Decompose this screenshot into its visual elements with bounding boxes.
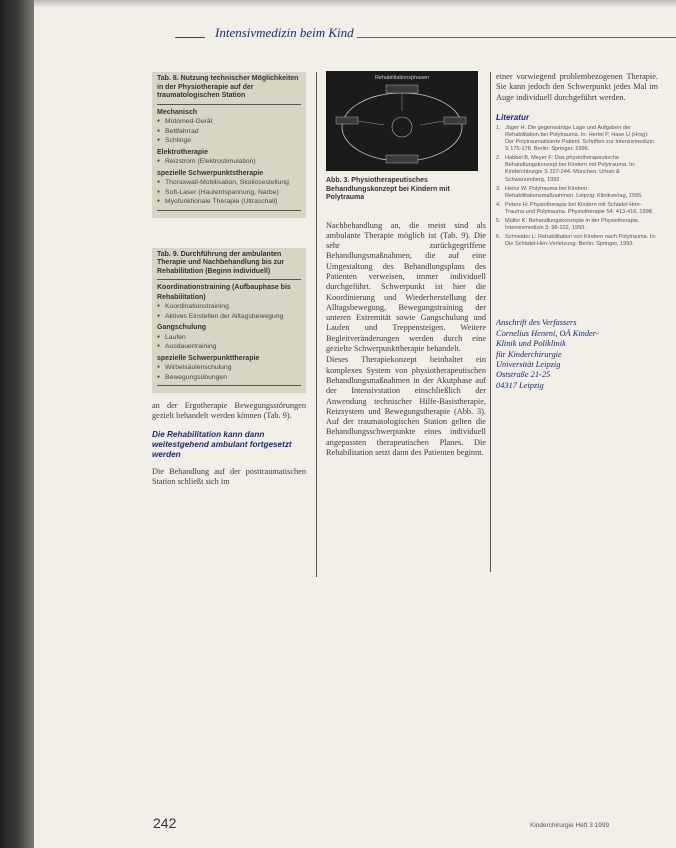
journal-footer: Kinderchirurgie Heft 3 1999	[530, 822, 610, 829]
body-text: einer vorwiegend problembezogenen Therapie. Sie kann jedoch den Schwerpunkt jedes Mal im Auge individuell durchgeführt werden.	[496, 72, 658, 102]
reference-list	[496, 125, 658, 249]
figure-caption: Abb. 3. Physiotherapeutisches Behandlungskonzept bei Kindern mit Polytrauma	[326, 177, 450, 201]
address-line: Cornelius Heneni, OÄ Kinder-	[496, 328, 599, 338]
table-section-title: spezielle Schwerpunkttherapie	[157, 354, 260, 362]
table-rule	[157, 279, 301, 280]
table-item: ● Laufen	[157, 333, 301, 343]
body-text: Die Behandlung auf der posttraumatischen Station schließt sich im	[152, 466, 306, 486]
reference-item: 6. Schneider L: Rehabilitation von Kindern nach Polytrauma. In: Die Schädel-Hirn-Verletzung. Berlin: Springer, 1993.	[496, 234, 657, 248]
column-1	[152, 72, 306, 487]
body-text: an der Ergotherapie Bewegungsstörungen gezielt behandelt werden können (Tab. 9).	[152, 401, 306, 421]
figure-box	[336, 117, 358, 124]
address-line: Oststraße 21-25	[496, 370, 551, 380]
reference-item: 5. Müller K: Behandlungskonzepte in der Physiotherapie. Intensivmedizin 3: 98-102, 1993.	[496, 218, 640, 232]
header-rule-right	[357, 37, 676, 38]
address-line: 04317 Leipzig	[496, 380, 544, 390]
table-item: ● Bettfahrrad	[157, 127, 301, 137]
reference-item: 3. Heinz W: Polytrauma bei Kindern. Rehabilitationsmaßnahmen. Leipzig: Klinikverlag, 1995.	[496, 185, 643, 199]
table-item: ● Ausdauertraining	[157, 342, 301, 352]
column-divider	[490, 72, 491, 572]
table-item: ● Motomed-Gerät	[157, 117, 301, 127]
table-rule	[157, 210, 301, 211]
body-text: Nachbehandlung an, die meist sind als ambulante Therapie möglich ist (Tab. 9). Die sehr zurückgegriffene Behandlungsmaßnahmen, die auf eine Umgestaltung des Behandlungsplans des Patienten verweisen, immer individuell durchgeführt. Schwerpunkt ist hier die Koordinierung und Wiederherstellung der Alltagsbewegung, Bewegungstraining der unteren Extremität sowie Gangschulung und Laufen und Treppensteigen. Weitere Begleitveränderungen werden durch eine gezielte Schwerpunkttherapie behandelt.	[326, 220, 486, 354]
column-3	[496, 72, 658, 391]
figure-box	[386, 155, 418, 163]
table-section-title: spezielle Schwerpunktstherapie	[157, 169, 264, 177]
table-item: ● Bewegungsübungen	[157, 373, 301, 383]
table-8-caption: Tab. 8. Nutzung technischer Möglichkeiten in der Physiotherapie auf der traumatologischen Station	[157, 75, 299, 99]
table-section-title: Gangschulung	[157, 324, 206, 331]
table-8	[152, 72, 306, 218]
figure-diagram	[326, 71, 478, 171]
table-item: ● Schlinge	[157, 136, 301, 146]
address-line: Universität Leipzig	[496, 360, 561, 370]
table-item: ● Soft-Laser (Hautentspannung, Narbe)	[157, 188, 301, 198]
figure-box	[444, 117, 466, 124]
scan-top-edge	[0, 0, 676, 8]
author-address	[496, 318, 658, 391]
table-item: ● Reizstrom (Elektrostimulation)	[157, 157, 301, 167]
table-section-title: Koordinationstraining (Aufbauphase bis Rehabilitation)	[157, 284, 291, 301]
table-item: ● Aktives Einstellen der Alltagsbewegung	[157, 312, 301, 322]
scan-left-edge	[0, 0, 34, 848]
column-divider	[316, 72, 317, 577]
section-subheading: Die Rehabilitation kann dann weitestgehend ambulant fortgesetzt werden	[152, 429, 292, 459]
reference-item: 2. Habbel B, Meyer F: Das physiotherapeutische Behandlungskonzept bei Kindern mit Polytrauma. In: Kinderchirurgie S 227-244. München: Urban & Schwarzenberg, 1992.	[496, 155, 636, 183]
table-9-caption: Tab. 9. Durchführung der ambulanten Therapie und Nachbehandlung bis zur Rehabilitation (Beginn individuell)	[157, 250, 285, 275]
page-number: 242	[153, 815, 177, 831]
table-item: ● Myofunktionale Therapie (Ultraschall)	[157, 197, 301, 207]
address-line: Anschrift des Verfassers	[496, 318, 577, 328]
table-9	[152, 248, 306, 394]
column-2	[326, 72, 486, 458]
figure-center	[392, 117, 412, 137]
figure-3	[326, 71, 478, 171]
figure-box	[386, 85, 418, 93]
reference-item: 1. Jäger H: Die gegenwärtige Lage und Aufgaben der Rehabilitation bei Polytrauma. In: Hertel P, Hase U (Hrsg): Der Polytraumatisierte Patient. Schriften zur Intensivmedizin. S 175-178. Berlin: Springer, 1996.	[496, 124, 656, 153]
table-rule	[157, 385, 301, 386]
literature-heading: Literatur	[496, 112, 530, 122]
table-item: ● Koordinationstraining	[157, 302, 301, 312]
table-item: ● Wirbelsäulenschulung	[157, 363, 301, 373]
table-item: ● Thoraxwall-Mobilisation, Skoliosestellung	[157, 178, 301, 188]
address-line: für Kinderchirurgie	[496, 349, 562, 359]
table-section-title: Mechanisch	[157, 108, 198, 116]
figure-title: Rehabilitationsphasen	[374, 75, 430, 81]
reference-item: 4. Peters H: Physiotherapie bei Kindern mit Schädel-Hirn-Trauma und Polytrauma. Physiotherapie 54: 413-416, 1998.	[496, 201, 654, 215]
table-rule	[157, 104, 301, 105]
running-header	[175, 25, 354, 41]
figure-connector	[420, 121, 444, 125]
body-text: Dieses Therapiekonzept beinhaltet ein komplexes System von physiotherapeutischen Behandlungsmaßnahmen in der Akutphase auf der Intensivstation einschließlich der Anwendung technischer Hilfe-Basistherapie, Reizsystem und Bewegungstherapie (Abb. 3). Auf der traumatologischen Station gelten die Behandlungsschwerpunkte eines individuell angepassten therapeutischen Planes. Die Rehabilitation setzt dann des Patienten beginnt.	[326, 355, 486, 458]
figure-connector	[358, 121, 384, 125]
address-line: Klinik und Poliklinik	[496, 339, 566, 349]
table-section-title: Elektrotherapie	[157, 148, 208, 156]
header-rule-left	[175, 37, 205, 38]
header-title: Intensivmedizin beim Kind	[215, 25, 354, 40]
